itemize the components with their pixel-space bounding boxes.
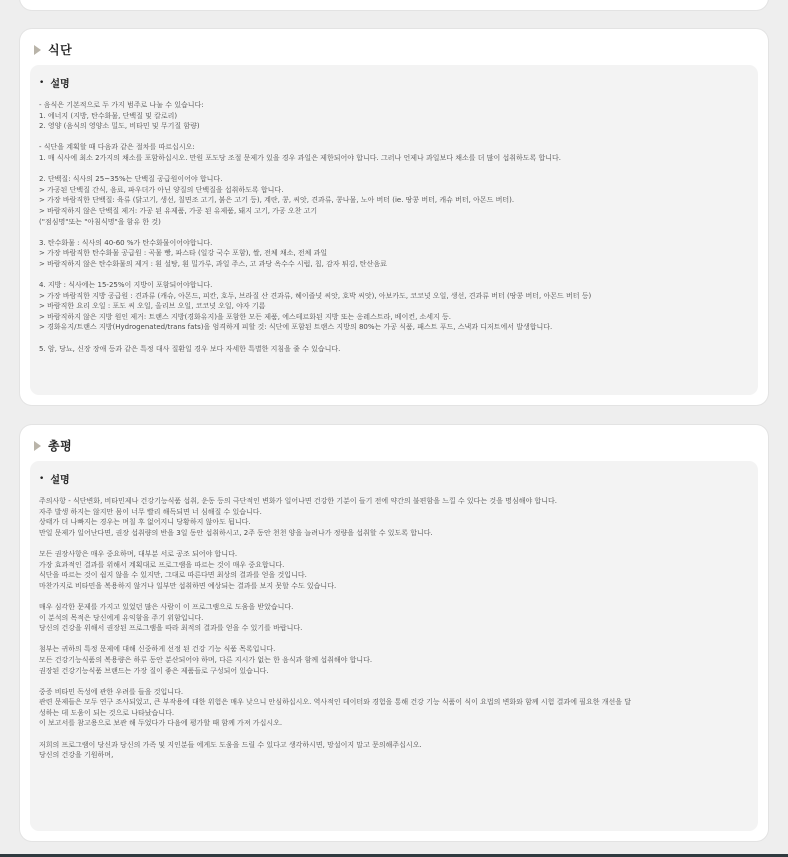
diet-section	[20, 29, 768, 405]
text-line: > 가장 바람직한 단백질: 육류 (닭고기, 생선, 칠면조 고기, 붉은 고기 등), 계란, 콩, 씨앗, 견과류, 콩나물, 노아 버터 (ie. 땅콩 버터, 캐슈 버터, 아몬드 버터).	[39, 196, 515, 205]
paragraph-gap	[39, 227, 749, 238]
text-line: 1. 매 식사에 최소 2가지의 채소를 포함하십시오. 만원 포도당 조절 문제가 있을 경우 과일은 제한되어야 합니다. 그러나 언제나 과일보다 채소를 더 많이 섭취하도록 합니다.	[39, 153, 562, 162]
text-line: 식단을 따르는 것이 쉽지 않을 수 있지만, 그대로 따른다면 최상의 결과를 얻을 것입니다.	[39, 571, 307, 580]
text-line: > 바람직하지 않은 지방 원인 제거: 트랜스 지방(경화유지)을 포함한 모든 제품, 에스테르화된 지방 또는 옹레스트라, 베이컨, 소세지 등.	[39, 312, 452, 321]
paragraph-gap	[39, 270, 749, 281]
text-line: 중증 비타민 독성에 관한 우려를 들을 것입니다.	[39, 687, 184, 696]
summary-description-text	[39, 496, 749, 761]
triangle-bullet-icon	[34, 45, 41, 55]
text-line: 매우 심각한 문제를 가지고 있었던 많은 사람이 이 프로그램으로 도움을 받았습니다.	[39, 602, 294, 611]
previous-section-card	[20, 0, 768, 10]
text-line: 권장된 건강기능식품 브랜드는 가장 질이 좋은 제품들로 구성되어 있습니다.	[39, 666, 269, 675]
text-line: 2. 영양 (음식의 영양소 밀도, 비타민 및 무기질 함량)	[39, 122, 200, 131]
bullet-dot-icon: •	[39, 473, 45, 484]
text-line: > 바람직하지 않은 단백질 제거: 가공 된 유제품, 가공 된 유제품, 돼지 고기, 가공 오찬 고기	[39, 206, 318, 215]
diet-description-text	[39, 100, 749, 354]
text-line: 1. 에너지 (지방, 탄수화물, 단백질 및 칼로리)	[39, 111, 178, 120]
text-line: 상태가 더 나빠지는 경우는 며칠 후 없어지니 당황하지 않아도 됩니다.	[39, 518, 251, 527]
summary-section-title: 총평	[48, 439, 73, 453]
text-line: 이 분석의 목적은 당신에게 유익함을 주기 위함입니다.	[39, 613, 204, 622]
summary-description-title: 설명	[50, 475, 70, 486]
text-line: > 바람직하지 않은 탄수화물의 제거 : 흰 설탕, 흰 밀가루, 과일 주스, 고 과당 옥수수 시럽, 칩, 감자 튀김, 탄산음료	[39, 259, 387, 268]
text-line: 자주 발생 하지는 않지만 몸이 너무 빨리 해독되면 너 심해질 수 있습니다.	[39, 507, 262, 516]
bullet-dot-icon: •	[39, 77, 45, 88]
text-line: 3. 탄수화물 : 식사의 40-60 %가 탄수화물이어야합니다.	[39, 238, 213, 247]
text-line: ("점심명"또는 "아침식명"을 함유 한 것)	[39, 217, 161, 226]
paragraph-gap	[39, 634, 749, 645]
diet-description-header	[39, 75, 749, 90]
paragraph-gap	[39, 676, 749, 687]
text-line: 성하는 데 도움이 되는 것으로 나타났습니다.	[39, 708, 175, 717]
text-line: 첨부는 귀하의 특정 문제에 대해 신중하게 선정 된 건강 기능 식품 목록입니다.	[39, 645, 276, 654]
diet-section-header	[34, 41, 72, 58]
diet-description-box	[30, 65, 758, 395]
summary-section-header	[34, 437, 72, 454]
text-line: 주의사항 - 식단변화, 비타민제나 건강기능식품 섭취, 운동 등의 극단적인 변화가 일어나면 건강한 기분이 들기 전에 약간의 불편함을 느낄 수 있다는 것을 명심해야 합니다.	[39, 497, 557, 505]
paragraph-gap	[39, 132, 749, 143]
text-line: > 가장 바람직한 탄수화물 공급원 : 곡물 빵, 파스타 (일강 국수 포함), 쌀, 전체 채소, 전체 과일	[39, 249, 328, 258]
text-line: 2. 단백질: 식사의 25~35%는 단백질 공급원이어야 합니다.	[39, 175, 223, 184]
text-line: 마찬가지로 비타민을 복용하지 않거나 일부만 섭취하면 예상되는 결과를 보지 못할 수도 있습니다.	[39, 581, 337, 590]
text-line: 4. 지방 : 식사에는 15-25%이 지방이 포함되어야합니다.	[39, 281, 213, 290]
text-line: > 경화유지/트랜스 지방(Hydrogenated/trans fats)을 엄격하게 피할 것: 식단에 포함된 트랜스 지방의 80%는 가공 식품, 패스트 푸드, 스낵과 디저트에서 발생합니다.	[39, 323, 553, 332]
text-line: - 식단을 계획할 때 다음과 같은 절차를 따르십시오:	[39, 143, 195, 152]
text-line: > 가장 바람직한 지방 공급원 : 견과류 (캐슈, 아몬드, 피칸, 호두, 브라질 산 견과류, 헤이즐넛 씨앗, 호박 씨앗), 아보카도, 코코넛 오일, 생선, 견과류 버터 (땅콩 버터, 아몬드 버터 등)	[39, 291, 592, 300]
text-line: 관련 문제들은 모두 연구 조사되었고, 큰 부작용에 대한 위험은 매우 낮으니 안심하십시오. 역사적인 데이터와 경험을 통해 건강 기능 식품이 식이 요법의 변화와 함께 시험 결과에 필요한 개선을 달	[39, 698, 631, 707]
text-line: - 음식은 기본적으로 두 가지 범주로 나눌 수 있습니다:	[39, 101, 204, 109]
paragraph-gap	[39, 591, 749, 602]
text-line: 이 보고서를 참고용으로 보관 해 두었다가 다음에 평가할 때 함께 가져 가십시오.	[39, 719, 283, 728]
text-line: > 바람직한 요리 오일 : 포도 씨 오일, 올리브 오일, 코코넛 오일, 야자 기름	[39, 302, 266, 311]
text-line: 가장 효과적인 결과를 위해서 계획대로 프로그램을 따르는 것이 매우 중요합니다.	[39, 560, 285, 569]
text-line: 저희의 프로그램이 당신과 당신의 가족 및 지인분들 에게도 도움을 드릴 수 있다고 생각하시면, 망설이지 말고 문의해주십시오.	[39, 740, 422, 749]
text-line: 모든 권장사항은 매우 중요하며, 대부분 서로 공조 되어야 합니다.	[39, 549, 238, 558]
diet-section-title: 식단	[48, 43, 73, 57]
paragraph-gap	[39, 164, 749, 175]
paragraph-gap	[39, 333, 749, 344]
summary-description-header	[39, 471, 749, 486]
text-line: > 가공된 단백질 간식, 음료, 파우더가 아닌 양질의 단백질을 섭취하도록 합니다.	[39, 185, 284, 194]
text-line: 모든 건강기능식품의 복용량은 하루 동안 분산되어야 하며, 다른 지시가 없는 한 음식과 함께 섭취해야 합니다.	[39, 655, 373, 664]
summary-description-box	[30, 461, 758, 831]
paragraph-gap	[39, 729, 749, 740]
triangle-bullet-icon	[34, 441, 41, 451]
paragraph-gap	[39, 538, 749, 549]
text-line: 5. 암, 당뇨, 신장 장애 등과 같은 특정 대사 질환일 경우 보다 자세한 특별한 지침을 줄 수 있습니다.	[39, 344, 341, 353]
summary-section	[20, 425, 768, 841]
text-line: 당신의 건강을 위해서 권장된 프로그램을 따라 최적의 결과를 얻을 수 있기를 바랍니다.	[39, 624, 303, 633]
diet-description-title: 설명	[50, 79, 70, 90]
text-line: 만일 문제가 일어난다면, 권장 섭취량의 반을 3일 동안 섭취하시고, 2주 동안 천천 양을 늘려나가 정량을 섭취할 수 있도록 합니다.	[39, 528, 433, 537]
text-line: 당신의 건강을 기원하며,	[39, 751, 114, 760]
